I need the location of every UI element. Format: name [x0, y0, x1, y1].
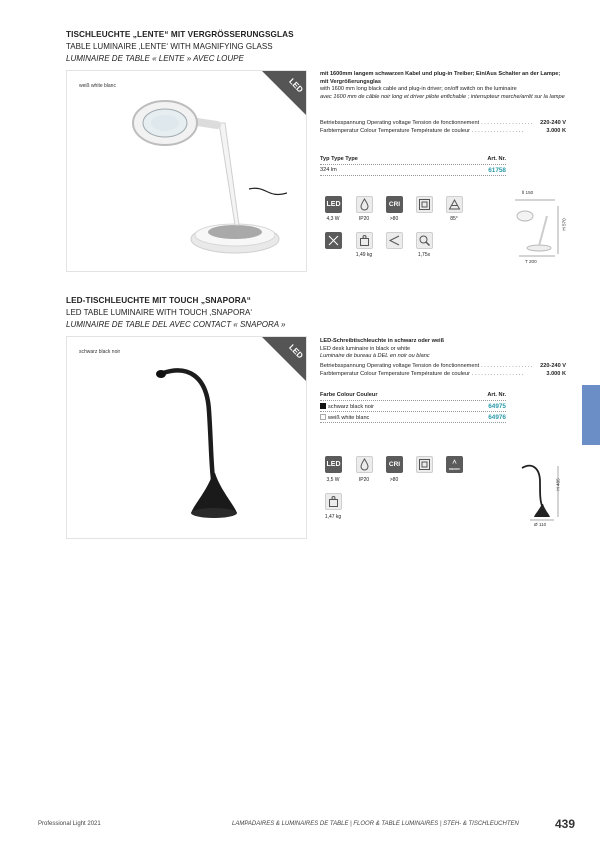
table-col-type: Typ Type Type — [320, 156, 358, 162]
product1-desc-en: with 1600 mm long black cable and plug-in driver; on/off switch on the luminaire — [320, 86, 517, 93]
magnification-caption: 1,75x — [417, 252, 431, 258]
table-col-artnr: Art. Nr. — [487, 392, 506, 398]
colour-temp-value: 3.000 K — [546, 371, 566, 377]
row-type: 324 lm — [320, 167, 337, 173]
voltage-value: 220-240 V — [540, 363, 566, 369]
led-badge-text: LED — [287, 76, 305, 95]
cri-icon: CRI — [386, 196, 403, 213]
product2-dimension-sketch — [512, 460, 562, 522]
product2-article-table — [320, 390, 506, 423]
led-icon: LED — [325, 456, 342, 473]
row-colour: weiß white blanc — [328, 414, 370, 421]
row-colour: schwarz black noir — [328, 403, 375, 410]
product1-photo — [66, 70, 307, 272]
article-number: 64976 — [488, 413, 506, 421]
table-row — [320, 412, 506, 423]
touch-on-off-icon: ON/OFF — [446, 456, 463, 473]
table-col-artnr: Art. Nr. — [487, 156, 506, 162]
protection-class-icon — [416, 196, 433, 213]
snapora-lamp-image — [147, 361, 257, 521]
table-col-colour: Farbe Colour Couleur — [320, 392, 378, 398]
dimmable-drop-icon — [356, 456, 373, 473]
product2-photo — [66, 336, 307, 539]
product1-specs: Betriebsspannung Operating voltage Tension de fonctionnement . . . . . . . . . . . . . . . . . 220-240 V Farbtemperatur Colour Temperature Température de couleur . . . . . . . . . . . . . . . . . 3.000 K — [320, 120, 566, 134]
weight-caption: 1,49 kg — [355, 252, 373, 258]
product1-title-fr: LUMINAIRE DE TABLE « LENTE » AVEC LOUPE — [66, 54, 244, 63]
product1-title-en: TABLE LUMINAIRE ‚LENTE‘ WITH MAGNIFYING GLASS — [66, 42, 273, 51]
dim-height: H 485 — [555, 478, 561, 491]
weight-icon — [325, 493, 342, 510]
product1-description — [320, 71, 570, 101]
product2-desc-fr: Luminaire de bureau à DEL en noir ou blanc — [320, 353, 430, 360]
weight-icon — [356, 232, 373, 249]
product1-article-table — [320, 154, 506, 176]
lente-lamp-image — [117, 89, 287, 259]
colour-temp-label: Farbtemperatur Colour Temperature Température de couleur — [320, 128, 470, 134]
product1-desc-fr: avec 1600 mm de câble noir long et driver pilote enfichable ; interrupteur marche/arrêt sur la lampe — [320, 93, 565, 100]
angle-icon — [325, 232, 342, 249]
footer-category: LAMPADAIRES & LUMINAIRES DE TABLE | FLOOR & TABLE LUMINAIRES | STEH- & TISCHLEUCHTEN — [232, 821, 519, 827]
beam-angle-caption: 85° — [450, 216, 458, 222]
magnifier-icon — [416, 232, 433, 249]
cri-caption: >80 — [389, 216, 399, 222]
product2-specs: Betriebsspannung Operating voltage Tension de fonctionnement . . . . . . . . . . . . . . . . . 220-240 V Farbtemperatur Colour Temperature Température de couleur . . . . . . . . . . . . . . . . . 3.000 K — [320, 363, 566, 377]
article-number: 61758 — [488, 166, 506, 174]
product2-description — [320, 338, 570, 361]
rotate-icon — [386, 232, 403, 249]
page-number: 439 — [555, 817, 576, 831]
led-icon: LED — [325, 196, 342, 213]
product2-title-de: LED-TISCHLEUCHTE MIT TOUCH „SNAPORA“ — [66, 296, 251, 305]
product1-title-de: TISCHLEUCHTE „LENTE“ MIT VERGRÖSSERUNGSGLAS — [66, 30, 294, 39]
product1-photo-label: weiß white blanc — [79, 83, 116, 89]
black-swatch — [320, 403, 326, 409]
product2-photo-label: schwarz black noir — [79, 349, 121, 355]
voltage-label: Betriebsspannung Operating voltage Tension de fonctionnement — [320, 363, 480, 369]
white-swatch — [320, 414, 326, 420]
product2-desc-en: LED desk luminaire in black or white — [320, 345, 411, 352]
product2-title-en: LED TABLE LUMINAIRE WITH TOUCH ‚SNAPORA‘ — [66, 308, 253, 317]
beam-angle-icon — [446, 196, 463, 213]
led-caption: 3,5 W — [326, 477, 340, 483]
dim-diameter: Ø 110 — [534, 522, 547, 527]
dimmable-drop-icon — [356, 196, 373, 213]
cri-caption: >80 — [389, 477, 399, 483]
product2-desc-de: LED-Schreibtischleuchte in schwarz oder weiß — [320, 338, 445, 344]
table-row — [320, 165, 506, 176]
product1-dimension-sketch — [505, 196, 565, 260]
colour-temp-label: Farbtemperatur Colour Temperature Température de couleur — [320, 371, 470, 377]
dim-height: H 570 — [561, 218, 567, 231]
footer-brand: Professional Light 2021 — [38, 821, 101, 827]
voltage-label: Betriebsspannung Operating voltage Tension de fonctionnement — [320, 120, 480, 126]
dim-width: Ⅱ 150 — [522, 190, 534, 195]
colour-temp-value: 3.000 K — [546, 128, 566, 134]
cri-icon: CRI — [386, 456, 403, 473]
voltage-value: 220-240 V — [540, 120, 566, 126]
weight-caption: 1,47 kg — [324, 514, 342, 520]
ip-caption: IP20 — [358, 477, 370, 483]
protection-class-icon — [416, 456, 433, 473]
dim-depth: T 200 — [525, 259, 537, 264]
ip-caption: IP20 — [358, 216, 370, 222]
category-tab — [582, 385, 600, 445]
article-number: 64975 — [488, 402, 506, 410]
table-row — [320, 401, 506, 412]
led-caption: 4,3 W — [326, 216, 340, 222]
product1-desc-de: mit 1600mm langem schwarzen Kabel und plug-in Treiber; Ein/Aus Schalter an der Lampe; mit Vergrößerungsglas — [320, 71, 561, 85]
led-badge-text: LED — [287, 342, 305, 361]
product2-title-fr: LUMINAIRE DE TABLE DEL AVEC CONTACT « SNAPORA » — [66, 320, 286, 329]
